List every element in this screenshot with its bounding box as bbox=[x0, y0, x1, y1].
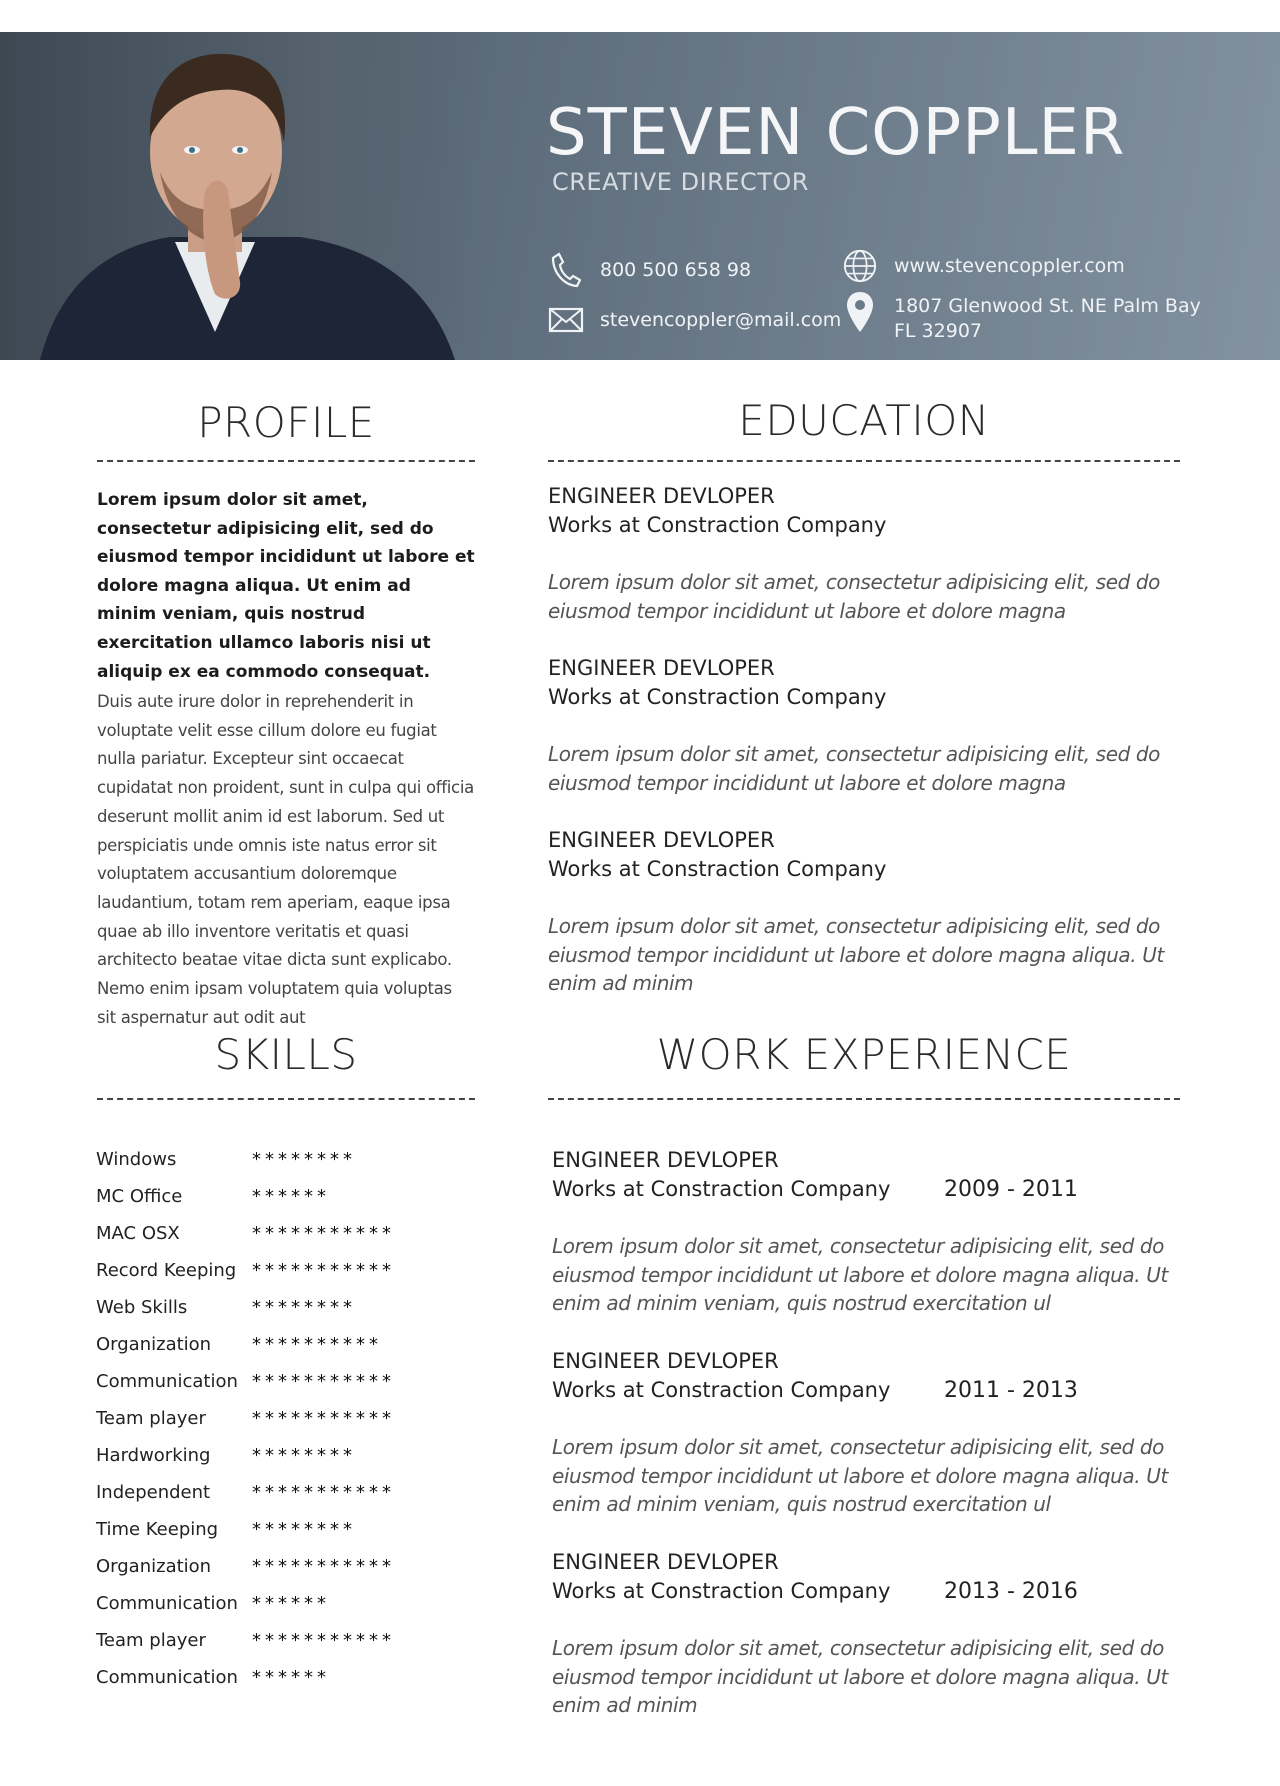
profile-divider bbox=[97, 460, 475, 462]
education-heading: EDUCATION bbox=[738, 396, 990, 445]
work-years: 2009 - 2011 bbox=[944, 1177, 1078, 1202]
globe-icon bbox=[842, 248, 878, 284]
skill-row bbox=[96, 1141, 395, 1178]
skills-divider bbox=[97, 1098, 475, 1100]
skill-row bbox=[96, 1400, 395, 1437]
profile-paragraph-2: Duis aute irure dolor in reprehenderit in voluptate velit esse cillum dolore eu fugiat nulla pariatur. Excepteur sint occaecat cupidatat non proident, sunt in culpa qui officia deserunt mollit anim id est laborum. Sed ut perspiciatis unde omnis iste natus error sit voluptatem accusantium doloremque laudantium, totam rem aperiam, eaque ipsa quae ab illo inventore veritatis et quasi architecto beatae vitae dicta sunt explicabo. Nemo enim ipsam voluptatem quia voluptas sit aspernatur aut odit aut bbox=[97, 692, 474, 1027]
skill-name: Organization bbox=[96, 1556, 212, 1577]
skill-name: Record Keeping bbox=[96, 1260, 237, 1281]
skill-name: Hardworking bbox=[96, 1445, 211, 1466]
skill-row bbox=[96, 1252, 395, 1289]
skill-rating: ******** bbox=[252, 1445, 356, 1466]
skill-rating: *********** bbox=[252, 1556, 395, 1577]
skill-row bbox=[96, 1511, 395, 1548]
skill-row bbox=[96, 1215, 395, 1252]
skill-rating: ******** bbox=[252, 1149, 356, 1170]
skill-row bbox=[96, 1437, 395, 1474]
location-pin-icon bbox=[842, 294, 878, 330]
skills-list bbox=[96, 1141, 395, 1696]
contact-email[interactable] bbox=[548, 302, 841, 338]
skill-rating: ******** bbox=[252, 1297, 356, 1318]
work-description: Lorem ipsum dolor sit amet, consectetur adipisicing elit, sed do eiusmod tempor incididunt ut labore et dolore magna aliqua. Ut enim ad minim veniam, quis nostrud exercitation ul bbox=[552, 1435, 1168, 1517]
skill-name: Communication bbox=[96, 1371, 238, 1392]
skill-rating: ****** bbox=[252, 1667, 330, 1688]
education-title: ENGINEER DEVLOPER bbox=[548, 828, 775, 852]
skill-row bbox=[96, 1548, 395, 1585]
website-text[interactable]: www.stevencoppler.com bbox=[894, 255, 1125, 277]
skill-row bbox=[96, 1178, 395, 1215]
work-years: 2011 - 2013 bbox=[944, 1378, 1078, 1403]
work-experience-heading: WORK EXPERIENCE bbox=[656, 1030, 1072, 1079]
email-text[interactable]: stevencoppler@mail.com bbox=[600, 309, 842, 331]
work-item bbox=[552, 1548, 1192, 1720]
work-company: Works at Constraction Company bbox=[552, 1177, 891, 1201]
profile-photo bbox=[0, 32, 470, 360]
work-company: Works at Constraction Company bbox=[552, 1579, 891, 1603]
skill-row bbox=[96, 1585, 395, 1622]
work-company: Works at Constraction Company bbox=[552, 1378, 891, 1402]
phone-icon bbox=[548, 252, 584, 288]
address-line-2: FL 32907 bbox=[894, 320, 982, 342]
education-item bbox=[548, 482, 1188, 625]
skill-name: MAC OSX bbox=[96, 1223, 180, 1244]
skill-name: Team player bbox=[96, 1630, 206, 1651]
portrait-illustration bbox=[0, 32, 470, 360]
skill-row bbox=[96, 1326, 395, 1363]
work-description: Lorem ipsum dolor sit amet, consectetur adipisicing elit, sed do eiusmod tempor incididunt ut labore et dolore magna aliqua. Ut enim ad minim bbox=[552, 1636, 1168, 1718]
skill-rating: *********** bbox=[252, 1630, 395, 1651]
skill-name: MC Office bbox=[96, 1186, 183, 1207]
resume-name: STEVEN COPPLER bbox=[546, 96, 1126, 170]
skill-row bbox=[96, 1289, 395, 1326]
skill-row bbox=[96, 1659, 395, 1696]
skill-row bbox=[96, 1474, 395, 1511]
skill-rating: *********** bbox=[252, 1260, 395, 1281]
skill-name: Independent bbox=[96, 1482, 211, 1503]
education-description: Lorem ipsum dolor sit amet, consectetur adipisicing elit, sed do eiusmod tempor incididunt ut labore et dolore magna bbox=[548, 570, 1160, 623]
education-company: Works at Constraction Company bbox=[548, 857, 887, 881]
profile-heading: PROFILE bbox=[197, 398, 375, 447]
contact-website[interactable] bbox=[842, 248, 1125, 284]
skill-row bbox=[96, 1363, 395, 1400]
contact-address bbox=[842, 294, 1201, 344]
education-item bbox=[548, 826, 1188, 998]
skill-rating: *********** bbox=[252, 1223, 395, 1244]
resume-role: CREATIVE DIRECTOR bbox=[552, 168, 809, 196]
education-divider bbox=[548, 460, 1180, 462]
education-title: ENGINEER DEVLOPER bbox=[548, 484, 775, 508]
education-company: Works at Constraction Company bbox=[548, 685, 887, 709]
skill-rating: ******** bbox=[252, 1519, 356, 1540]
work-item bbox=[552, 1347, 1192, 1519]
work-experience-divider bbox=[548, 1098, 1180, 1100]
skill-name: Team player bbox=[96, 1408, 206, 1429]
education-description: Lorem ipsum dolor sit amet, consectetur adipisicing elit, sed do eiusmod tempor incididunt ut labore et dolore magna aliqua. Ut enim ad minim bbox=[548, 914, 1164, 996]
work-title: ENGINEER DEVLOPER bbox=[552, 1349, 779, 1373]
skill-name: Windows bbox=[96, 1149, 177, 1170]
skill-row bbox=[96, 1622, 395, 1659]
education-company: Works at Constraction Company bbox=[548, 513, 887, 537]
skill-name: Organization bbox=[96, 1334, 212, 1355]
skill-name: Web Skills bbox=[96, 1297, 188, 1318]
skill-rating: *********** bbox=[252, 1408, 395, 1429]
skill-rating: ****** bbox=[252, 1186, 330, 1207]
skill-name: Time Keeping bbox=[96, 1519, 219, 1540]
mail-icon bbox=[548, 302, 584, 338]
education-title: ENGINEER DEVLOPER bbox=[548, 656, 775, 680]
education-item bbox=[548, 654, 1188, 797]
skill-rating: *********** bbox=[252, 1482, 395, 1503]
education-description: Lorem ipsum dolor sit amet, consectetur adipisicing elit, sed do eiusmod tempor incididunt ut labore et dolore magna bbox=[548, 742, 1160, 795]
work-description: Lorem ipsum dolor sit amet, consectetur adipisicing elit, sed do eiusmod tempor incididunt ut labore et dolore magna aliqua. Ut enim ad minim veniam, quis nostrud exercitation ul bbox=[552, 1234, 1168, 1316]
address-line-1: 1807 Glenwood St. NE Palm Bay bbox=[894, 295, 1201, 317]
skill-rating: ****** bbox=[252, 1593, 330, 1614]
work-title: ENGINEER DEVLOPER bbox=[552, 1148, 779, 1172]
phone-text: 800 500 658 98 bbox=[600, 259, 752, 281]
resume-header bbox=[0, 32, 1280, 360]
work-years: 2013 - 2016 bbox=[944, 1579, 1078, 1604]
contact-phone bbox=[548, 252, 751, 288]
work-title: ENGINEER DEVLOPER bbox=[552, 1550, 779, 1574]
work-item bbox=[552, 1146, 1192, 1318]
skill-name: Communication bbox=[96, 1667, 238, 1688]
profile-paragraph-1: Lorem ipsum dolor sit amet, consectetur adipisicing elit, sed do eiusmod tempor incididunt ut labore et dolore magna aliqua. Ut enim ad minim veniam, quis nostrud exercitation ullamco laboris nisi ut aliquip ex ea commodo consequat. bbox=[97, 490, 475, 682]
skills-heading: SKILLS bbox=[214, 1030, 358, 1079]
skill-name: Communication bbox=[96, 1593, 238, 1614]
skill-rating: *********** bbox=[252, 1371, 395, 1392]
skill-rating: ********** bbox=[252, 1334, 382, 1355]
